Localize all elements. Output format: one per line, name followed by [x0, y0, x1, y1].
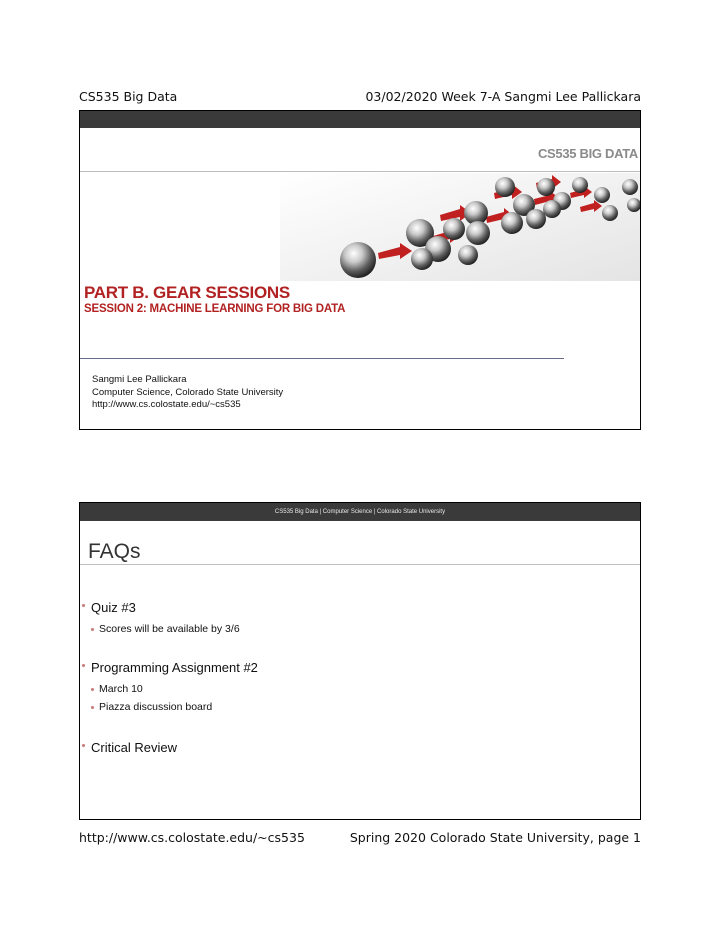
sub-list-item: [80, 623, 640, 639]
header-course: CS535 Big Data: [79, 89, 178, 104]
page-header: [79, 89, 641, 104]
faq-list: [80, 599, 640, 757]
sub-list-item-label: Scores will be available by 3/6: [99, 623, 240, 635]
slide-subtitle: SESSION 2: MACHINE LEARNING FOR BIG DATA: [84, 303, 346, 315]
footer-url: http://www.cs.colostate.edu/~cs535: [79, 830, 305, 845]
list-item: [80, 739, 640, 757]
slide-banner: CS535 Big Data | Computer Science | Colorado State University: [80, 503, 640, 521]
author-affiliation: Computer Science, Colorado State University: [92, 386, 284, 398]
bullet-icon: [82, 744, 85, 747]
bullet-icon: [91, 628, 94, 631]
chrome-balls-arrows-illustration: [280, 173, 641, 281]
list-item: [80, 659, 640, 677]
sub-list-item-label: Piazza discussion board: [99, 701, 213, 713]
divider: [80, 171, 640, 172]
bullet-icon: [91, 706, 94, 709]
list-item-label: Quiz #3: [91, 600, 136, 615]
author-block: [92, 374, 283, 412]
course-title: CS535 BIG DATA: [537, 146, 638, 161]
faq-slide: [79, 502, 641, 820]
footer-page: Spring 2020 Colorado State University, page 1: [349, 830, 641, 845]
bullet-icon: [91, 688, 94, 691]
list-item: [80, 599, 640, 617]
divider: [80, 358, 564, 359]
header-meta: 03/02/2020 Week 7-A Sangmi Lee Pallickara: [365, 89, 641, 104]
title-slide: [79, 110, 641, 430]
sub-list-item: [80, 701, 640, 717]
slide-title: FAQs: [88, 540, 141, 563]
divider: [80, 564, 640, 565]
author-name: Sangmi Lee Pallickara: [92, 374, 187, 385]
page-footer: [79, 830, 641, 845]
bullet-icon: [82, 604, 85, 607]
list-item-label: Programming Assignment #2: [91, 660, 258, 675]
sub-list-item-label: March 10: [99, 683, 143, 695]
sub-list-item: [80, 683, 640, 699]
slide-top-bar: [80, 111, 640, 128]
course-url: http://www.cs.colostate.edu/~cs535: [92, 399, 241, 410]
list-item-label: Critical Review: [91, 740, 177, 755]
bullet-icon: [82, 664, 85, 667]
slide-title: PART B. GEAR SESSIONS: [84, 283, 290, 302]
